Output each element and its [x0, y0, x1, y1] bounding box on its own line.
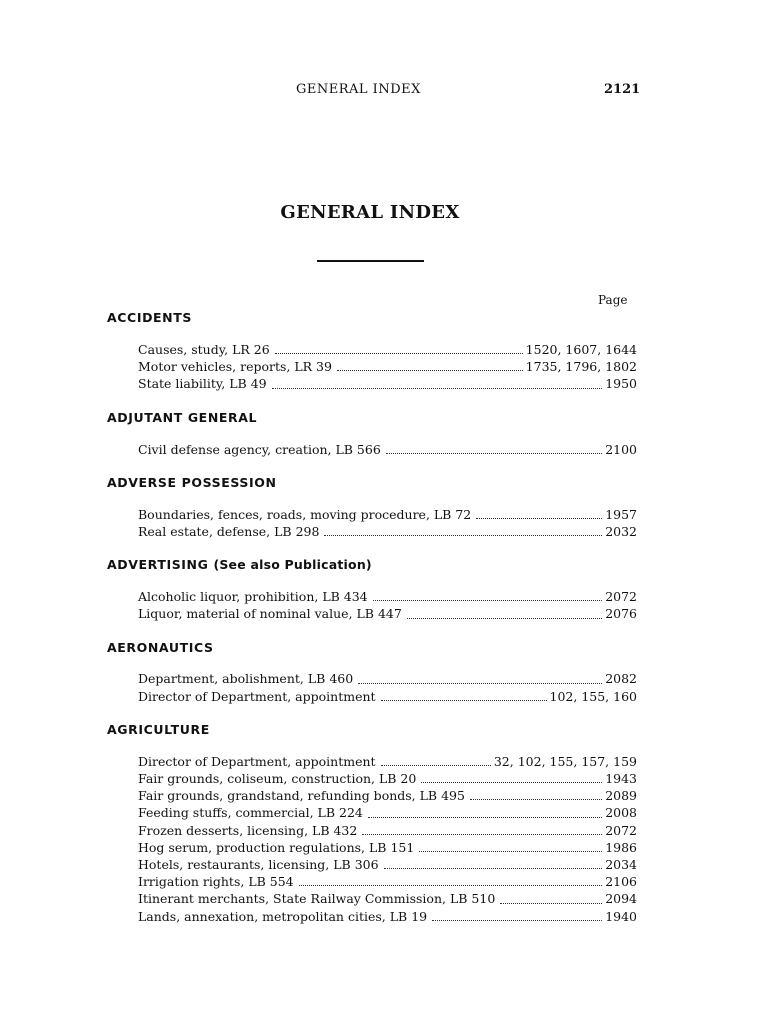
dot-leader	[362, 833, 602, 835]
dot-leader	[500, 902, 602, 904]
section-heading-text: AGRICULTURE	[107, 721, 210, 737]
entry-text: Irrigation rights, LB 554	[138, 874, 294, 890]
dot-leader	[432, 919, 602, 921]
entry-pages: 2072	[605, 822, 637, 838]
section-heading-text: AERONAUTICS	[107, 639, 214, 655]
index-section	[107, 474, 637, 540]
dot-leader	[381, 699, 547, 701]
running-head: GENERAL INDEX	[296, 82, 421, 97]
entry-text: Itinerant merchants, State Railway Commission, LB 510	[138, 891, 496, 907]
entry-list	[138, 506, 637, 540]
entry-text: Department, abolishment, LB 460	[138, 671, 354, 687]
entry-text: Director of Department, appointment	[138, 753, 376, 769]
index-entry	[138, 822, 637, 839]
index-entry	[138, 787, 637, 804]
index-entry	[138, 839, 637, 856]
section-heading	[107, 721, 637, 739]
section-heading-text: ACCIDENTS	[107, 310, 192, 325]
entry-list	[138, 341, 637, 393]
index-entry	[138, 588, 637, 605]
entry-pages: 2008	[605, 805, 637, 821]
dot-leader	[373, 599, 603, 601]
index-section	[107, 409, 637, 458]
dot-leader	[337, 369, 523, 371]
section-heading	[107, 556, 637, 574]
section-heading-text: ADVERTISING	[107, 557, 209, 573]
entry-text: Causes, study, LR 26	[138, 341, 270, 357]
entry-pages: 1735, 1796, 1802	[525, 359, 637, 375]
entry-pages: 1986	[605, 839, 637, 855]
entry-pages: 2076	[605, 606, 637, 622]
index-entry	[138, 753, 637, 770]
page-title: GENERAL INDEX	[280, 202, 460, 223]
index-entry	[138, 908, 637, 925]
entry-text: Real estate, defense, LB 298	[138, 523, 320, 539]
entry-text: Alcoholic liquor, prohibition, LB 434	[138, 589, 368, 605]
section-heading-text: ADVERSE POSSESSION	[107, 474, 277, 490]
dot-leader	[421, 781, 602, 783]
index-entry	[138, 506, 637, 523]
index-entry	[138, 873, 637, 890]
dot-leader	[476, 517, 602, 519]
entry-pages: 2082	[605, 671, 637, 687]
page-number: 2121	[604, 82, 641, 97]
entry-text: Hotels, restaurants, licensing, LB 306	[138, 856, 379, 872]
index-entry	[138, 671, 637, 688]
index-entry	[138, 341, 637, 358]
section-heading	[107, 409, 637, 427]
dot-leader	[419, 850, 602, 852]
entry-list	[138, 588, 637, 622]
entry-pages: 2072	[605, 589, 637, 605]
entry-text: Hog serum, production regulations, LB 151	[138, 839, 415, 855]
dot-leader	[407, 617, 602, 619]
entry-list	[138, 441, 637, 458]
index-section	[107, 721, 637, 925]
index-entry	[138, 890, 637, 907]
entry-pages: 102, 155, 160	[549, 688, 637, 704]
entry-pages: 1520, 1607, 1644	[525, 341, 637, 357]
dot-leader	[384, 867, 603, 869]
entry-text: Boundaries, fences, roads, moving procedure, LB 72	[138, 506, 472, 522]
index-entry	[138, 770, 637, 787]
entry-pages: 2100	[605, 441, 637, 457]
entry-text: Feeding stuffs, commercial, LB 224	[138, 805, 363, 821]
dot-leader	[275, 352, 523, 354]
entry-pages: 2034	[605, 856, 637, 872]
index-section	[107, 556, 637, 622]
entry-text: Fair grounds, grandstand, refunding bonds, LB 495	[138, 788, 465, 804]
section-heading-text: ADJUTANT GENERAL	[107, 409, 258, 425]
index-entry	[138, 688, 637, 705]
entry-list	[138, 671, 637, 705]
section-heading	[107, 309, 637, 327]
dot-leader	[470, 798, 602, 800]
index-entry	[138, 523, 637, 540]
entry-pages: 2094	[605, 891, 637, 907]
entry-text: Motor vehicles, reports, LR 39	[138, 359, 332, 375]
index-entry	[138, 605, 637, 622]
entry-text: Director of Department, appointment	[138, 688, 376, 704]
entry-pages: 1957	[605, 506, 637, 522]
entry-text: State liability, LB 49	[138, 376, 267, 392]
dot-leader	[324, 534, 602, 536]
entry-pages: 2089	[605, 788, 637, 804]
section-heading	[107, 639, 637, 657]
entry-list	[138, 753, 637, 925]
index-entry	[138, 804, 637, 821]
entry-pages: 1950	[605, 376, 637, 392]
entry-pages: 1943	[605, 771, 637, 787]
index-section	[107, 639, 637, 705]
dot-leader	[299, 884, 603, 886]
dot-leader	[272, 387, 603, 389]
entry-text: Lands, annexation, metropolitan cities, LB 19	[138, 908, 428, 924]
dot-leader	[386, 452, 602, 454]
entry-pages: 32, 102, 155, 157, 159	[493, 753, 637, 769]
index-list	[107, 309, 637, 941]
index-entry	[138, 375, 637, 392]
index-section	[107, 309, 637, 393]
entry-text: Civil defense agency, creation, LB 566	[138, 441, 381, 457]
entry-text: Liquor, material of nominal value, LB 447	[138, 606, 402, 622]
entry-pages: 1940	[605, 908, 637, 924]
index-entry	[138, 441, 637, 458]
dot-leader	[381, 764, 491, 766]
entry-text: Frozen desserts, licensing, LB 432	[138, 822, 358, 838]
page-column-label: Page	[598, 293, 628, 307]
section-heading	[107, 474, 637, 492]
index-entry	[138, 358, 637, 375]
title-rule	[317, 260, 424, 262]
section-cross-reference: (See also Publication)	[213, 557, 372, 573]
entry-pages: 2106	[605, 874, 637, 890]
dot-leader	[368, 816, 602, 818]
index-entry	[138, 856, 637, 873]
dot-leader	[358, 682, 602, 684]
entry-text: Fair grounds, coliseum, construction, LB 20	[138, 771, 417, 787]
entry-pages: 2032	[605, 523, 637, 539]
